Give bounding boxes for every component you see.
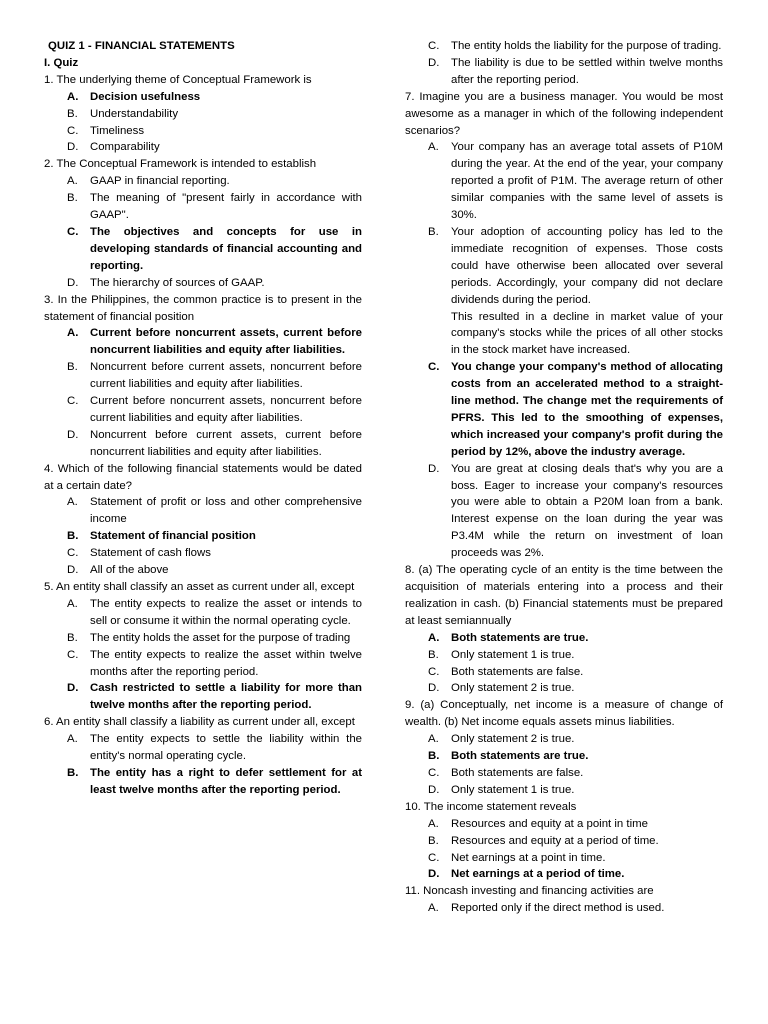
question-5	[44, 579, 362, 714]
option-text: Cash restricted to settle a liability for more than twelve months after the reporting period.	[90, 682, 362, 712]
option-text: Only statement 2 is true.	[451, 733, 575, 746]
option	[44, 596, 362, 630]
question-stem: 9. (a) Conceptually, net income is a measure of change of wealth. (b) Net income equals assets minus liabilities.	[405, 699, 723, 729]
option	[44, 224, 362, 275]
section-heading: I. Quiz	[44, 56, 79, 69]
option-text: Statement of profit or loss and other comprehensive income	[90, 496, 362, 526]
page-title: QUIZ 1 - FINANCIAL STATEMENTS	[48, 40, 235, 52]
option-text: Your company has an average total assets of P10M during the year. At the end of the year, your company reported a profit of P1M. The average return of other similar companies with the same level of assets is 30%.	[451, 141, 723, 222]
question-6-continued	[405, 38, 723, 89]
option	[44, 123, 362, 140]
option	[44, 427, 362, 461]
question-9	[405, 697, 723, 798]
option	[44, 647, 362, 681]
option-letter: A.	[67, 90, 79, 103]
option	[44, 190, 362, 224]
option	[44, 528, 362, 545]
option-text: Statement of cash flows	[90, 547, 211, 560]
question-stem: 2. The Conceptual Framework is intended to establish	[44, 158, 317, 171]
option-letter: C.	[67, 648, 79, 661]
option-letter: A.	[67, 327, 79, 340]
option-letter: C.	[67, 395, 79, 408]
option-letter: A.	[67, 496, 78, 509]
option-letter: D.	[428, 682, 440, 695]
question-stem: 3. In the Philippines, the common practice is to present in the statement of financial position	[44, 293, 362, 323]
option-text: Only statement 1 is true.	[451, 648, 575, 661]
option-letter: B.	[67, 192, 78, 205]
option-text: Net earnings at a point in time.	[451, 851, 606, 864]
question-stem: 4. Which of the following financial statements would be dated at a certain date?	[44, 462, 362, 492]
option	[44, 173, 362, 190]
option-text: The liability is due to be settled within twelve months after the reporting period.	[451, 56, 723, 86]
option-text: Noncurrent before current assets, noncurrent before current liabilities and equity after liabilities.	[90, 361, 362, 391]
option-text: The hierarchy of sources of GAAP.	[90, 276, 265, 289]
option-letter: D.	[428, 868, 440, 881]
option-text: Statement of financial position	[90, 530, 256, 543]
option-text: All of the above	[90, 564, 169, 577]
option-letter: D.	[428, 56, 440, 69]
option	[44, 275, 362, 292]
option-text: Decision usefulness	[90, 90, 201, 103]
option-letter: C.	[67, 225, 79, 238]
option	[405, 664, 723, 681]
right-column	[405, 38, 723, 917]
option	[44, 545, 362, 562]
option-text: Understandability	[90, 107, 179, 120]
option	[405, 866, 723, 883]
option-letter: D.	[67, 276, 79, 289]
option-letter: C.	[428, 851, 440, 864]
question-10	[405, 799, 723, 884]
option-letter: C.	[428, 40, 440, 52]
question-stem: 11. Noncash investing and financing activities are	[405, 885, 654, 898]
option-letter: A.	[428, 817, 439, 830]
question-2	[44, 156, 362, 291]
option	[44, 89, 362, 106]
option	[44, 139, 362, 156]
option-letter: C.	[428, 361, 440, 374]
option-text: Resources and equity at a period of time.	[451, 834, 659, 847]
question-8	[405, 562, 723, 697]
option	[405, 461, 723, 562]
option-text: The entity expects to realize the asset or intends to sell or consume it within the normal operating cycle.	[90, 597, 362, 627]
left-column	[44, 38, 362, 799]
option	[44, 630, 362, 647]
option-text: Current before noncurrent assets, noncurrent before current liabilities and equity after liabilities.	[90, 395, 362, 424]
option-text: The entity has a right to defer settlement for at least twelve months after the reporting period.	[90, 766, 362, 796]
option-letter: D.	[428, 783, 440, 796]
option	[44, 680, 362, 714]
option	[44, 731, 362, 765]
option	[44, 393, 362, 427]
option-letter: A.	[67, 733, 78, 746]
option-text: Both statements are true.	[451, 631, 589, 644]
option-letter: A.	[67, 175, 78, 188]
option-letter: C.	[428, 665, 440, 678]
option-text: Only statement 1 is true.	[451, 783, 575, 796]
option	[44, 494, 362, 528]
option	[44, 359, 362, 393]
option-text: You change your company's method of allocating costs from an accelerated method to a straight-line method. The change met the requirements of PFRS. This led to the smoothing of expenses, which increased your company's profit during the period by 12%, above the industry average.	[451, 361, 723, 458]
option	[405, 782, 723, 799]
option	[405, 630, 723, 647]
option-text: The meaning of "present fairly in accordance with GAAP".	[90, 192, 362, 222]
option-text: Noncurrent before current assets, current before noncurrent liabilities and equity after liabilities.	[90, 428, 362, 458]
question-3	[44, 292, 362, 461]
option-letter: D.	[428, 462, 440, 475]
option-text: The entity expects to realize the asset within twelve months after the reporting period.	[90, 648, 362, 678]
option-text: The entity expects to settle the liability within the entity's normal operating cycle.	[90, 733, 362, 763]
option-letter: B.	[67, 107, 78, 120]
option	[405, 55, 723, 89]
option	[405, 139, 723, 224]
option-text: Net earnings at a period of time.	[451, 868, 625, 881]
option	[405, 647, 723, 664]
option-letter: B.	[428, 750, 440, 763]
option-letter: B.	[67, 361, 78, 374]
option	[405, 833, 723, 850]
option	[405, 816, 723, 833]
option	[405, 731, 723, 748]
option	[405, 850, 723, 867]
option	[44, 765, 362, 799]
option-text: Timeliness	[90, 124, 145, 137]
option-letter: C.	[67, 124, 79, 137]
question-stem: 6. An entity shall classify a liability as current under all, except	[44, 716, 355, 729]
question-stem: 10. The income statement reveals	[405, 800, 577, 813]
question-stem: 8. (a) The operating cycle of an entity is the time between the acquisition of materials entering into a process and their realization in cash. (b) Financial statements must be prepared at least semiannually	[405, 564, 723, 627]
option	[405, 900, 723, 917]
question-stem: 5. An entity shall classify an asset as current under all, except	[44, 581, 355, 593]
option-letter: D.	[67, 682, 79, 695]
option	[44, 562, 362, 579]
option-text: The entity holds the asset for the purpose of trading	[90, 631, 351, 644]
option-letter: D.	[67, 564, 79, 577]
option-letter: C.	[67, 547, 79, 560]
option	[405, 38, 723, 55]
option-letter: B.	[67, 631, 78, 644]
option-letter: B.	[428, 648, 439, 661]
option-letter: D.	[67, 141, 79, 154]
option	[405, 224, 723, 309]
option-letter: A.	[428, 902, 439, 915]
option-text: Your adoption of accounting policy has led to the immediate recognition of expenses. Those costs could have otherwise been allocated over several periods. Accordingly, your company did not declare dividends during the period.	[451, 225, 723, 306]
question-11	[405, 883, 723, 917]
option-letter: B.	[428, 834, 439, 847]
option-letter: B.	[67, 530, 79, 543]
option-text: Reported only if the direct method is used.	[451, 902, 665, 915]
question-1	[44, 72, 362, 157]
option-text: Comparability	[90, 141, 160, 154]
option	[405, 359, 723, 460]
option-text: You are great at closing deals that's why you are a boss. Eager to increase your company's resources you were able to obtain a P20M loan from a bank. Interest expense on the loan during the year was P3.4M while the return on investment of loan proceeds was 2%.	[451, 462, 723, 560]
option-letter: D.	[67, 428, 79, 441]
question-stem: 1. The underlying theme of Conceptual Framework is	[44, 73, 312, 86]
option-text: Resources and equity at a point in time	[451, 817, 648, 830]
option-letter: B.	[428, 225, 439, 238]
option-text: Only statement 2 is true.	[451, 682, 575, 695]
option-letter: A.	[67, 597, 78, 610]
option	[405, 680, 723, 697]
question-stem: 7. Imagine you are a business manager. You would be most awesome as a manager in which of the following independent scenarios?	[405, 90, 723, 137]
option-letter: A.	[428, 631, 440, 644]
question-6	[44, 714, 362, 799]
option-text: The objectives and concepts for use in developing standards of financial accounting and reporting.	[90, 225, 362, 272]
option-text: The entity holds the liability for the purpose of trading.	[451, 40, 722, 52]
option-text: GAAP in financial reporting.	[90, 175, 230, 188]
option-letter: C.	[428, 766, 440, 779]
option	[44, 106, 362, 123]
option-letter: B.	[67, 766, 79, 779]
question-4	[44, 461, 362, 579]
option-text: Both statements are false.	[451, 766, 584, 779]
question-7	[405, 89, 723, 562]
option	[405, 748, 723, 765]
option-text: Both statements are false.	[451, 665, 584, 678]
option-letter: A.	[428, 141, 439, 154]
option-text: Both statements are true.	[451, 750, 589, 763]
option-letter: A.	[428, 733, 439, 746]
option	[44, 325, 362, 359]
option-text: Current before noncurrent assets, current before noncurrent liabilities and equity after liabilities.	[90, 327, 362, 357]
option-continuation: This resulted in a decline in market value of your company's stocks while the prices of all other stocks in the stock market have increased.	[451, 310, 723, 357]
option	[405, 765, 723, 782]
